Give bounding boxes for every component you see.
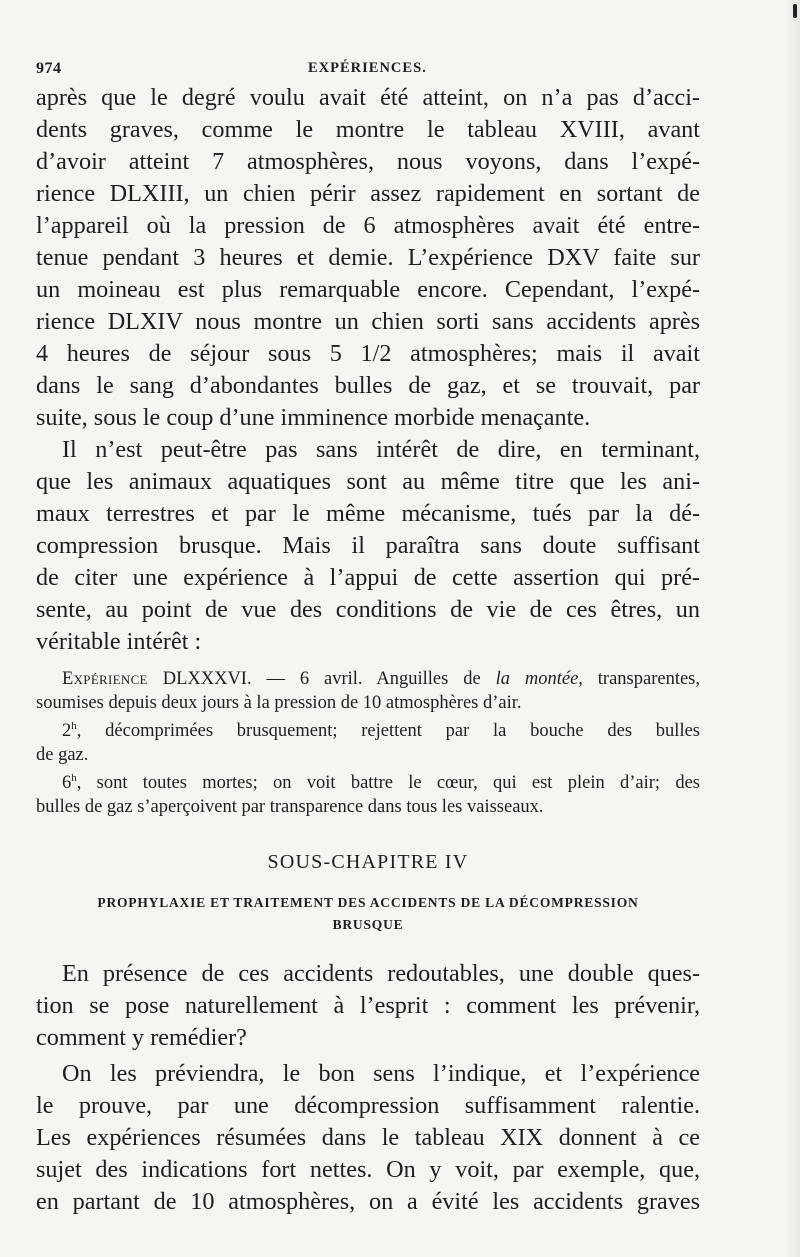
paragraph-2 (36, 434, 700, 658)
book-page (36, 52, 700, 1218)
page-edge-shadow (786, 0, 800, 1257)
experiment-label: Expérience (62, 669, 148, 689)
paragraph-1 (36, 82, 700, 434)
text-line: le prouve, par une décompression suffisamment ralentie. (36, 1092, 700, 1120)
closing-paragraph-1 (36, 958, 700, 1054)
text-line: compression brusque. Mais il paraîtra sans doute suffisant (36, 532, 700, 559)
text-line: Il n’est peut-être pas sans intérêt de dire, en terminant, (62, 436, 700, 463)
page-edge-mark (793, 4, 797, 18)
text-line: comment y remédier? (36, 1024, 247, 1052)
section-title: BRUSQUE (332, 917, 404, 933)
text-line: dents graves, comme le montre le tableau XVIII, avant (36, 116, 700, 143)
page-header (36, 52, 700, 82)
text-line: en partant de 10 atmosphères, on a évité les accidents graves (36, 1188, 700, 1216)
experiment-rest: , transparentes, (578, 669, 701, 689)
experiment-text: , sont toutes mortes; on voit battre le cœur, qui est plein d’air; des (76, 773, 700, 794)
text-line: que les animaux aquatiques sont au même titre que les ani- (36, 468, 700, 495)
experiment-line (36, 715, 700, 744)
text-line: un moineau est plus remarquable encore. Cependant, l’expé- (36, 276, 700, 303)
page-number: 974 (36, 60, 62, 77)
text-line: l’appareil où la pression de 6 atmosphères avait été entre- (36, 212, 700, 239)
experiment-line (36, 767, 700, 796)
experiment-number: DLXXXVI. — 6 avril. Anguilles de (162, 669, 481, 689)
text-line: de citer une expérience à l’appui de cette assertion qui pré- (36, 564, 700, 591)
closing-paragraph-2 (36, 1058, 700, 1218)
experiment-hour-sup: h (71, 720, 77, 732)
text-line: sente, au point de vue des conditions de vie de ces êtres, un (36, 596, 700, 623)
text-line: d’avoir atteint 7 atmosphères, nous voyons, dans l’expé- (36, 148, 700, 175)
text-line: sujet des indications fort nettes. On y voit, par exemple, que, (36, 1156, 700, 1184)
text-line: 4 heures de séjour sous 5 1/2 atmosphères; mais il avait (36, 340, 700, 367)
experiment-line (36, 668, 700, 692)
text-line: On les préviendra, le bon sens l’indique, et l’expérience (62, 1060, 700, 1088)
text-line: Les expériences résumées dans le tableau XIX donnent à ce (36, 1124, 700, 1152)
text-line: véritable intérêt : (36, 628, 202, 655)
experiment-hour: 6 (62, 773, 72, 794)
text-line: tion se pose naturellement à l’esprit : comment les prévenir, (36, 992, 700, 1020)
section-title: PROPHYLAXIE ET TRAITEMENT DES ACCIDENTS DE LA DÉCOMPRESSION (97, 895, 639, 911)
running-title: EXPÉRIENCES. (308, 60, 427, 76)
experiment-text: , décomprimées brusquement; rejettent par la bouche des bulles (76, 721, 700, 742)
experiment-note (36, 668, 700, 819)
experiment-line: soumises depuis deux jours à la pression de 10 atmosphères d’air. (36, 692, 522, 713)
chapter-heading (36, 851, 700, 936)
text-line: suite, sous le coup d’une imminence morbide menaçante. (36, 404, 591, 431)
experiment-hour: 2 (62, 721, 72, 742)
text-line: rience DLXIV nous montre un chien sorti sans accidents après (36, 308, 700, 335)
experiment-line: de gaz. (36, 744, 89, 765)
experiment-italic: la montée (495, 669, 579, 689)
text-line: En présence de ces accidents redoutables, une double ques- (62, 960, 700, 988)
text-line: rience DLXIII, un chien périr assez rapidement en sortant de (36, 180, 700, 207)
text-line: dans le sang d’abondantes bulles de gaz, et se trouvait, par (36, 372, 700, 399)
experiment-line: bulles de gaz s’aperçoivent par transparence dans tous les vaisseaux. (36, 796, 544, 817)
text-line: tenue pendant 3 heures et demie. L’expérience DXV faite sur (36, 244, 700, 271)
chapter-title: SOUS-CHAPITRE IV (267, 851, 469, 874)
experiment-hour-sup: h (71, 772, 77, 785)
text-line: maux terrestres et par le même mécanisme, tués par la dé- (36, 500, 700, 527)
text-line: après que le degré voulu avait été atteint, on n’a pas d’acci- (36, 84, 700, 111)
